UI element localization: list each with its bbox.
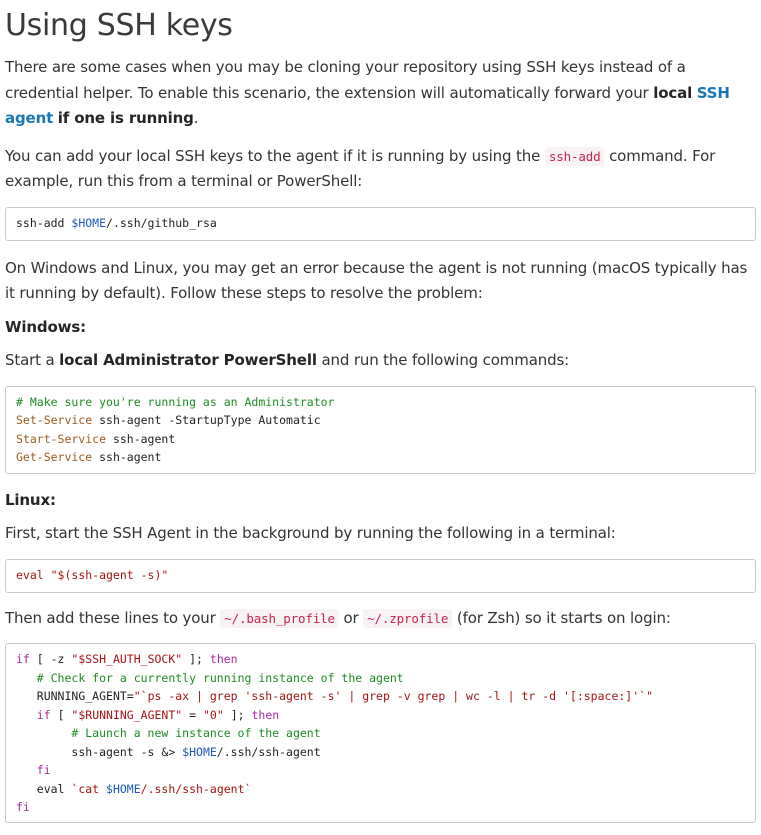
code4-l6-var: $HOME (182, 744, 217, 759)
windows-instructions (5, 348, 756, 374)
intro-bold-running: if one is running (57, 109, 194, 127)
code4-l1a: [ -z (29, 652, 72, 666)
add-keys-text-2: command. For example, run this from a terminal or PowerShell: (5, 146, 716, 190)
code4-l6b: /.ssh/ssh-agent (216, 744, 321, 759)
code4-l8-str1: `cat (71, 781, 107, 796)
code4-l8a: eval (36, 781, 72, 796)
kw-if-2: if (36, 707, 51, 722)
kw-then-2: then (251, 707, 280, 722)
code4-l1-str: "$SSH_AUTH_SOCK" (71, 652, 183, 666)
code3-str: "$(ssh-agent -s)" (50, 567, 169, 582)
code4-comment-check: # Check for a currently running instance of the agent (36, 670, 404, 685)
code4-l3a: RUNNING_AGENT= (36, 689, 134, 703)
windows-heading-text: Windows: (5, 317, 86, 336)
code-block-windows[interactable] (5, 386, 756, 474)
inline-code-zprofile: ~/.zprofile (363, 609, 452, 628)
intro-end: . (193, 109, 199, 127)
code4-l8-var: $HOME (106, 781, 141, 796)
code2-comment: # Make sure you're running as an Administrator (16, 394, 335, 409)
page-title: Using SSH keys (5, 8, 233, 43)
code2-line2: ssh-agent -StartupType Automatic (92, 413, 321, 427)
add-keys-text: You can add your local SSH keys to the agent if it is running by using the (5, 146, 545, 165)
then-add-text: Then add these lines to your (5, 608, 221, 627)
code4-l4a: [ (50, 707, 72, 722)
windows-linux-note: On Windows and Linux, you may get an error because the agent is not running (macOS typically has it running by default). Follow these steps to resolve the problem: (5, 258, 748, 302)
code1-cmd: ssh-add (16, 215, 72, 230)
windows-instr-text-2: and run the following commands: (316, 351, 570, 369)
kw-then: then (209, 652, 238, 666)
code1-var: $HOME (71, 215, 107, 230)
code2-get-service: Get-Service (16, 450, 93, 464)
ssh-agent-link[interactable]: SSH agent (5, 83, 730, 127)
code-block-ssh-add[interactable] (5, 207, 756, 241)
code-block-eval[interactable] (5, 559, 756, 593)
code4-l4-str2: "0" (202, 707, 224, 722)
code4-l4-str1: "$RUNNING_AGENT" (71, 707, 183, 722)
add-keys-paragraph (5, 144, 756, 195)
code4-comment-launch: # Launch a new instance of the agent (71, 726, 321, 740)
windows-instr-text: Start a (5, 351, 60, 369)
linux-instructions: First, start the SSH Agent in the background by running the following in a terminal: (5, 524, 616, 542)
code4-l4c: ]; (223, 707, 252, 722)
inline-code-ssh-add: ssh-add (545, 147, 605, 166)
code3-cmd: eval (16, 567, 51, 582)
code4-l4b: = (182, 707, 203, 722)
then-add-text-3: (for Zsh) so it starts on login: (452, 608, 671, 627)
code4-l1b: ]; (182, 652, 210, 666)
code4-l6a: ssh-agent -s &> (71, 744, 183, 759)
code4-l8-str2: /.ssh/ssh-agent` (140, 781, 252, 796)
code-block-bash[interactable] (5, 643, 756, 823)
windows-heading (5, 315, 756, 341)
windows-instr-bold: local Administrator PowerShell (59, 351, 317, 369)
code2-set-service: Set-Service (16, 413, 93, 427)
code2-line4: ssh-agent (92, 450, 162, 464)
intro-paragraph (5, 55, 756, 132)
linux-heading-text: Linux: (5, 490, 56, 509)
linux-heading (5, 488, 756, 514)
then-add-or: or (338, 608, 364, 627)
inline-code-bash-profile: ~/.bash_profile (220, 609, 339, 628)
kw-if: if (16, 652, 30, 666)
intro-text: There are some cases when you may be cloning your repository using SSH keys instead of a credential helper. To enable this scenario, the extension will automatically forward your (5, 58, 686, 102)
kw-fi: fi (36, 763, 51, 777)
then-add-paragraph (5, 606, 756, 632)
code2-start-service: Start-Service (16, 431, 107, 446)
intro-bold-local: local (653, 83, 693, 102)
code2-line3: ssh-agent (106, 431, 176, 446)
code4-l3-str: "`ps -ax | grep 'ssh-agent -s' | grep -v grep | wc -l | tr -d '[:space:]'`" (133, 689, 653, 703)
kw-fi-2: fi (16, 800, 30, 814)
code1-path: /.ssh/github_rsa (106, 215, 217, 230)
